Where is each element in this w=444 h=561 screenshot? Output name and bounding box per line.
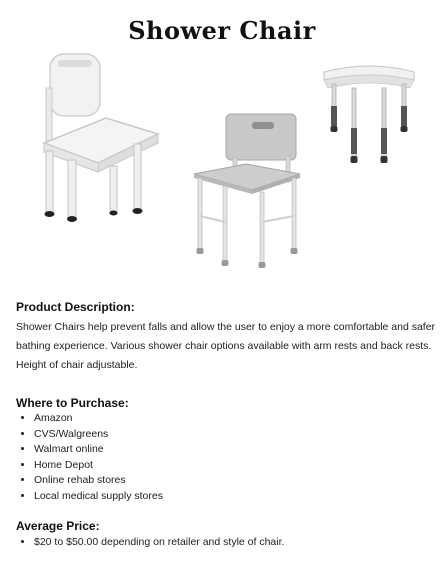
product-description-text: Shower Chairs help prevent falls and allow the user to enjoy a more comfortable and safer bathing experience. Various shower chair options available with arm rests and back rests. Height of chair adjustable. — [16, 321, 436, 371]
where-to-purchase-heading: Where to Purchase: — [16, 396, 129, 410]
page-title: Shower Chair — [128, 16, 316, 45]
shower-bench-image — [320, 62, 420, 170]
product-description-heading: Product Description: — [16, 300, 135, 314]
list-item: • Walmart online — [34, 442, 163, 458]
shower-chair-white-image — [36, 48, 166, 226]
list-item: • $20 to $50.00 depending on retailer and style of chair. — [34, 535, 284, 551]
list-item: • CVS/Walgreens — [34, 427, 163, 443]
average-price-heading: Average Price: — [16, 519, 100, 533]
shower-chair-gray-image — [188, 108, 308, 276]
list-item: • Local medical supply stores — [34, 489, 163, 505]
list-item: • Home Depot — [34, 458, 163, 474]
purchase-list — [16, 411, 163, 504]
price-list — [16, 535, 284, 551]
list-item: • Amazon — [34, 411, 163, 427]
list-item: • Online rehab stores — [34, 473, 163, 489]
